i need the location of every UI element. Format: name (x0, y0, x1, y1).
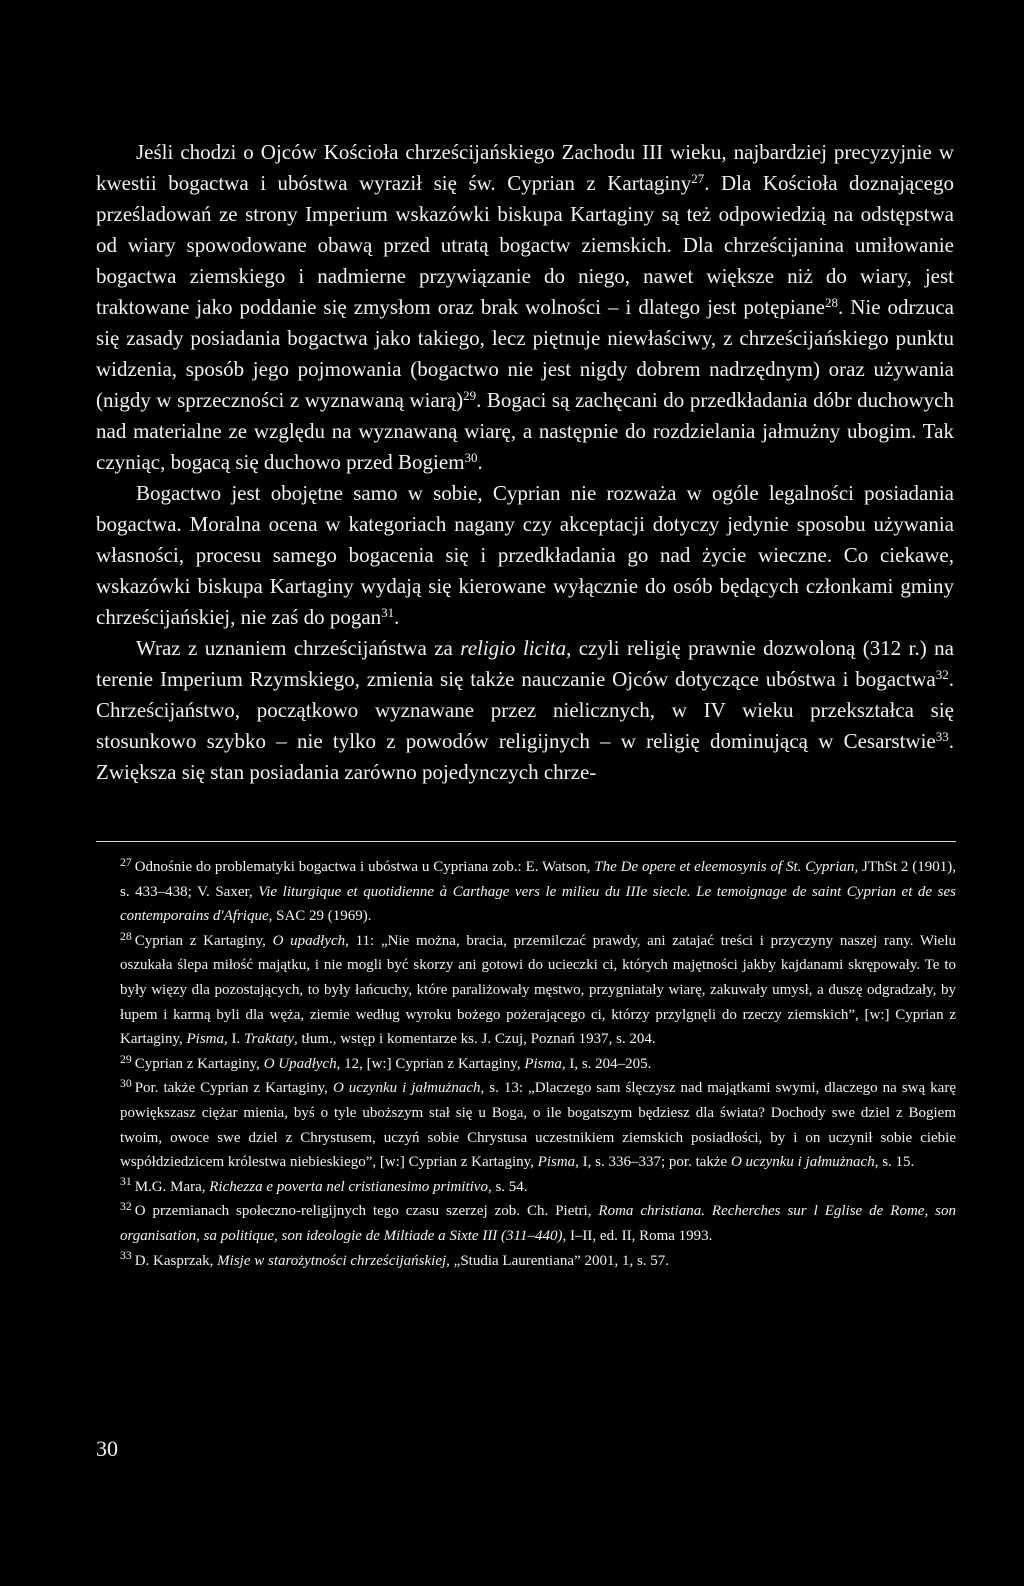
text-run: , SAC 29 (1969). (268, 908, 372, 925)
text-run: Cyprian z Kartaginy, (134, 932, 273, 949)
italic-text: The De opere et eleemosynis of St. Cyprian (594, 859, 855, 875)
text-run: . Dla Kościoła doznającego prześladowań ze strony Imperium wskazówki biskupa Kartaginy są też odpowiedzią na odstępstwa od wiary spowodowane obawą przed utratą bogactw ziemskich. Dla chrześcijanina umiłowanie bogactwa ziemskiego i nadmierne przywiązanie do niego, nawet większe niż do wiary, jest traktowane jako poddanie się zmysłom oraz brak wolności – i dlatego jest potępiane (96, 171, 954, 319)
footnote (104, 1249, 956, 1274)
text-run: , s. 54. (487, 1178, 528, 1195)
text-run: , s. 13: „Dlaczego sam ślęczysz nad majątkami swymi, dlaczego na swą karę powiększasz ciężar mienia, byś o tyle uboższym stał się u Boga, o ile bogatszym będziesz dla świata? Dochody swe dziel z Bogiem twoim, owoce swe dziel z Chrystusem, uczyń sobie Chrystusa uczestnikiem ziemskich posiadłości, by i on uczynił sobie ciebie współdziedzicem królestwa niebieskiego”, [w:] Cyprian z Kartaginy, (120, 1080, 956, 1171)
text-run: . Chrześcijaństwo, początkowo wyznawane przez nielicznych, w IV wieku przekształca się stosunkowo szybko – nie tylko z powodów religijnych – w religię dominującą w Cesarstwie (96, 667, 954, 753)
footnote-reference: 32 (935, 666, 949, 682)
text-run: M.G. Mara, (134, 1178, 210, 1195)
text-run: , „Studia Laurentiana” 2001, 1, s. 57. (446, 1252, 670, 1269)
footnote-number: 33 (120, 1249, 132, 1263)
italic-text: Pisma (537, 1154, 576, 1171)
text-run: , s. 15. (874, 1154, 915, 1171)
main-text (96, 137, 954, 788)
italic-text: Richezza e poverta nel cristianesimo primitivo (209, 1178, 488, 1195)
page-number: 30 (96, 1436, 118, 1461)
footnote (104, 1052, 956, 1077)
text-run: , JThSt 2 (1901), s. 433–438; V. Saxer, (120, 859, 957, 900)
text-run: . Zwiększa się stan posiadania zarówno pojedynczych chrze- (96, 729, 954, 784)
footnote-number: 27 (120, 855, 132, 869)
italic-text: Traktaty (244, 1031, 295, 1048)
footnote-reference: 29 (463, 387, 477, 403)
footnote-reference: 30 (464, 449, 478, 465)
footnote-separator (96, 841, 956, 842)
footnote-number: 28 (120, 929, 132, 943)
italic-text: religio licita (460, 636, 567, 660)
footnote (104, 855, 956, 929)
text-run: Cyprian z Kartaginy, (134, 1055, 264, 1072)
italic-text: O upadłych (272, 932, 346, 949)
text-run: , 12, [w:] Cyprian z Kartaginy, (336, 1055, 525, 1072)
paragraph (96, 633, 954, 788)
text-run: Por. także Cyprian z Kartaginy, (134, 1080, 333, 1097)
italic-text: Pisma (186, 1031, 225, 1048)
text-run: , I, s. 204–205. (561, 1055, 652, 1072)
italic-text: Roma christiana. Recherches sur l Eglise de Rome, son organisation, sa politique, son ideologie de Miltiade a Sixte III (311–440) (120, 1203, 956, 1244)
footnotes (104, 855, 956, 1273)
text-run: , I. (224, 1031, 245, 1048)
footnote-number: 29 (120, 1052, 132, 1066)
text-run: . Nie odrzuca się zasady posiadania bogactwa jako takiego, lecz piętnuje niewłaściwy, z chrześcijańskiego punktu widzenia, sposób jego pojmowania (bogactwo nie jest nigdy dobrem nadrzędnym) oraz używania (nigdy w sprzeczności z wyznawaną wiarą) (96, 295, 954, 412)
italic-text: O uczynku i jałmużnach (730, 1154, 875, 1171)
text-run: . (394, 605, 400, 629)
italic-text: O Upadłych (263, 1055, 337, 1072)
text-run: Wraz z uznaniem chrześcijaństwa za (136, 636, 461, 660)
italic-text: O uczynku i jałmużnach (332, 1080, 481, 1097)
text-run: , czyli religię prawnie dozwoloną (312 r.) na terenie Imperium Rzymskiego, zmienia się także nauczanie Ojców dotyczące ubóstwa i bogactwa (96, 636, 954, 691)
footnote-number: 31 (120, 1175, 132, 1189)
footnote (104, 929, 956, 1052)
text-run: Bogactwo jest obojętne samo w sobie, Cyprian nie rozważa w ogóle legalności posiadania bogactwa. Moralna ocena w kategoriach nagany czy akceptacji dotyczy jedynie sposobu używania własności, procesu samego bogacenia się i przedkładania go nad życie wieczne. Co ciekawe, wskazówki biskupa Kartaginy wydają się kierowane wyłącznie do osób będących członkami gminy chrześcijańskiej, nie zaś do pogan (96, 481, 954, 629)
footnote-number: 32 (120, 1200, 132, 1214)
text-run: . (477, 450, 483, 474)
paragraph (96, 478, 954, 633)
text-run: , 11: „Nie można, bracia, przemilczać prawdy, ani zatajać treści i przyczyny naszej rany. Wielu oszukała ślepa miłość majątku, i nie mogli być skorzy ani gotowi do ucieczki ci, których majętności jakby kajdanami skrępowały. Te to były więzy dla pozostających, to były łańcuchy, które paraliżowały męstwo, przygniatały wiarę, zakuwały umysł, a duszę odgradzały, by łupem i karmą byli dla węża, ziemie według wyroku bożego pożerającego ci, którzy przylgnęli do rzeczy ziemskich”, [w:] Cyprian z Kartaginy, (120, 932, 956, 1048)
italic-text: Misje w starożytności chrześcijańskiej (217, 1252, 447, 1269)
text-run: . Bogaci są zachęcani do przedkładania dóbr duchowych nad materialne ze względu na wyznawaną wiarę, a następnie do rozdzielania jałmużny ubogim. Tak czyniąc, bogacą się duchowo przed Bogiem (96, 388, 954, 474)
text-run: D. Kasprzak, (134, 1252, 218, 1269)
text-run: Jeśli chodzi o Ojców Kościoła chrześcijańskiego Zachodu III wieku, najbardziej precyzyjnie w kwestii bogactwa i ubóstwa wyraził się św. Cyprian z Kartaginy (96, 140, 954, 195)
footnote (104, 1175, 956, 1200)
text-run: Odnośnie do problematyki bogactwa i ubóstwa u Cypriana zob.: E. Watson, (134, 859, 595, 875)
footnote (104, 1199, 956, 1248)
footnote-reference: 33 (935, 728, 949, 744)
footnote-reference: 31 (381, 604, 395, 620)
paragraph (96, 137, 954, 478)
footnote-reference: 28 (824, 294, 838, 310)
text-run: , I–II, ed. II, Roma 1993. (562, 1227, 713, 1244)
footnote-number: 30 (120, 1077, 132, 1091)
footnote (104, 1076, 956, 1174)
text-run: , I, s. 336–337; por. także (575, 1154, 731, 1171)
text-run: , tłum., wstęp i komentarze ks. J. Czuj, Poznań 1937, s. 204. (294, 1031, 656, 1048)
italic-text: Pisma (524, 1055, 562, 1072)
text-run: O przemianach społeczno-religijnych tego czasu szerzej zob. Ch. Pietri, (134, 1203, 599, 1220)
footnote-reference: 27 (691, 170, 705, 186)
italic-text: Vie liturgique et quotidienne à Carthage vers le milieu du IIIe siecle. Le temoignage de saint Cyprian et de ses contemporains d'Afrique (120, 883, 956, 925)
